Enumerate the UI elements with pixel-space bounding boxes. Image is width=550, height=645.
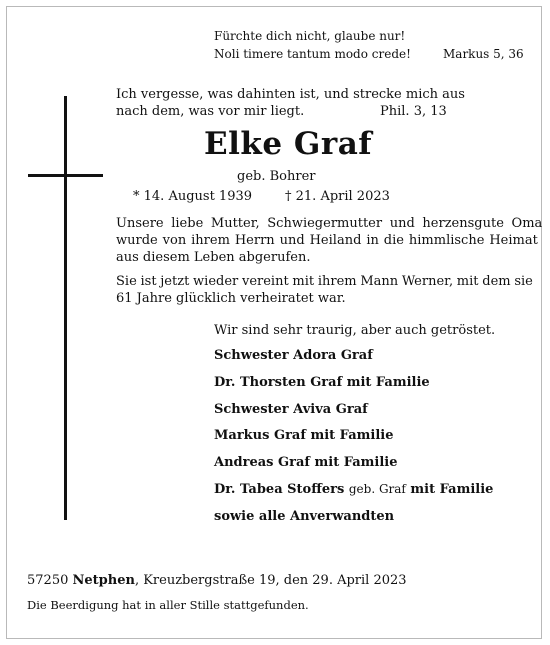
text-p2-line-2: 61 Jahre glücklich verheiratet war. xyxy=(116,291,346,306)
text-p1-line-2: wurde von ihrem Herrn und Heiland in die himmlische Heimat xyxy=(116,233,538,248)
mourner-1: Schwester Adora Graf xyxy=(214,348,373,363)
motto-line-2: nach dem, was vor mir liegt. xyxy=(116,104,305,119)
birth-name: geb. Bohrer xyxy=(237,169,316,184)
verse-line-2: Noli timere tantum modo crede! xyxy=(214,47,411,61)
death-date: † 21. April 2023 xyxy=(285,189,390,204)
motto-line-1: Ich vergesse, was dahinten ist, und strecke mich aus xyxy=(116,87,465,102)
verse-reference: Markus 5, 36 xyxy=(443,47,524,61)
mourner-7: sowie alle Anverwandten xyxy=(214,509,395,524)
mourner-6-birth-name: geb. Graf xyxy=(348,482,406,496)
mourner-4: Markus Graf mit Familie xyxy=(214,428,394,443)
text-p1-line-3: aus diesem Leben abgerufen. xyxy=(116,250,311,265)
cross-icon xyxy=(64,96,67,520)
footer-town: Netphen xyxy=(72,573,135,588)
verse-line-1: Fürchte dich nicht, glaube nur! xyxy=(214,29,406,43)
mourner-2: Dr. Thorsten Graf mit Familie xyxy=(214,375,430,390)
footer-note: Die Beerdigung hat in aller Stille stattgefunden. xyxy=(27,598,309,612)
mourner-6-name: Dr. Tabea Stoffers xyxy=(214,482,345,497)
text-p1-line-1: Unsere liebe Mutter, Schwiegermutter und herzensgute Oma xyxy=(116,216,543,231)
footer-address xyxy=(27,572,407,589)
birth-date: * 14. August 1939 xyxy=(133,189,253,204)
footer-address-date: , Kreuzbergstraße 19, den 29. April 2023 xyxy=(134,573,407,588)
mourners-intro: Wir sind sehr traurig, aber auch getröstet. xyxy=(214,323,496,338)
mourner-6 xyxy=(214,482,493,497)
motto-reference: Phil. 3, 13 xyxy=(380,104,447,119)
footer-postcode: 57250 xyxy=(27,573,69,588)
cross-icon-beam xyxy=(28,174,103,177)
mourner-3: Schwester Aviva Graf xyxy=(214,402,368,417)
text-p2-line-1: Sie ist jetzt wieder vereint mit ihrem Mann Werner, mit dem sie xyxy=(116,274,533,289)
mourner-5: Andreas Graf mit Familie xyxy=(214,455,398,470)
mourner-6-suffix: mit Familie xyxy=(410,482,494,497)
deceased-name: Elke Graf xyxy=(204,126,373,162)
